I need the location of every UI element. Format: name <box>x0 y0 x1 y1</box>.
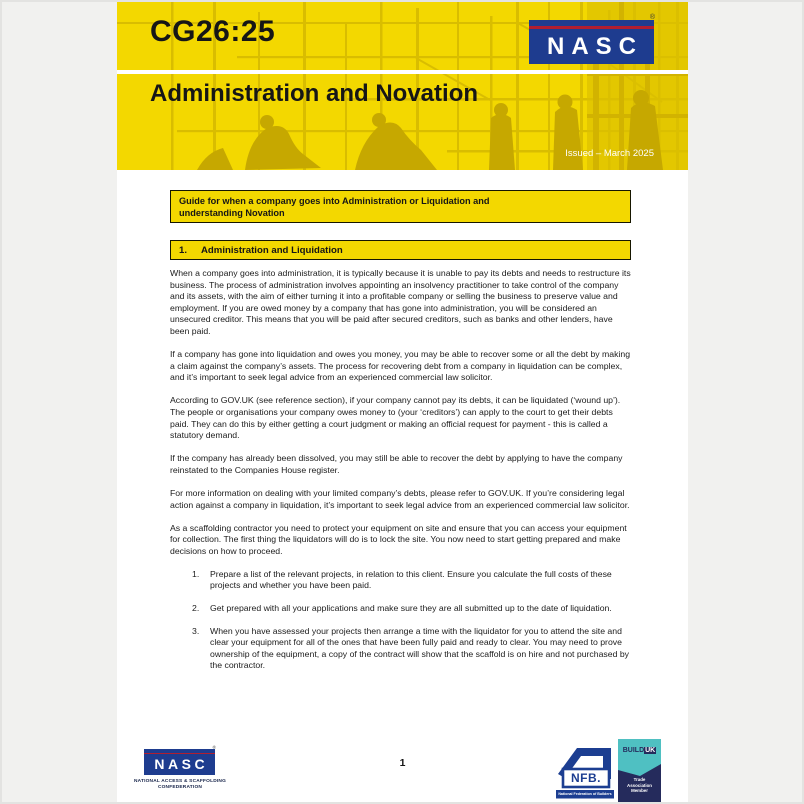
nasc-caption-line2: CONFEDERATION <box>157 785 203 790</box>
builduk-logo-text <box>618 747 661 754</box>
page-number: 1 <box>399 757 406 769</box>
nasc-logo-caption <box>130 779 230 791</box>
issue-date: Issued – March 2025 <box>565 148 654 159</box>
list-item-number: 2. <box>192 603 200 614</box>
nasc-logo-text: NASC <box>546 33 643 60</box>
nasc-logo-header <box>529 14 655 64</box>
nasc-caption-line1: NATIONAL ACCESS & SCAFFOLDING <box>133 779 227 784</box>
builduk-logo <box>618 739 661 802</box>
header-divider-line <box>117 70 688 74</box>
nasc-logo-red-stripe <box>529 26 654 29</box>
list-item-text: Get prepared with all your applications and make sure they are all submitted up to the date of liquidation. <box>210 603 612 614</box>
intro-box-line2: understanding Novation <box>179 208 285 218</box>
list-item <box>170 603 634 615</box>
builduk-word-build: BUILD <box>622 747 645 754</box>
paragraph: If the company has already been dissolved, you may still be able to recover the debt by applying to have the company reinstated to the Companies House register. <box>170 453 623 475</box>
paragraph: As a scaffolding contractor you need to protect your equipment on site and ensure that you can access your equipment for collection. The first thing the liquidators will do is to lock the site. You now need to start getting prepared and make decisions on how to proceed. <box>170 522 627 556</box>
paragraph: If a company has gone into liquidation and owes you money, you may be able to recover some or all the debt by making a claim against the company’s assets. The process for recovering debt from a company in liquidation can be complex, and it’s important to seek legal advice from an experienced commercial law solicitor. <box>170 349 631 383</box>
nasc-logo-text: NASC <box>154 756 209 772</box>
body-text <box>170 268 634 683</box>
intro-box-line1: Guide for when a company goes into Administration or Liquidation and <box>179 196 490 206</box>
nasc-logo-red-stripe <box>144 753 215 755</box>
builduk-word-uk: UK <box>645 747 656 754</box>
registered-trademark-icon: ® <box>649 14 655 21</box>
list-item <box>170 569 634 592</box>
section-heading-box <box>170 240 631 260</box>
registered-trademark-icon: ® <box>212 745 216 750</box>
paragraph: When a company goes into administration, it is typically because it is unable to pay its debts and needs to restructure its business. The process of administration involves appointing an insolvency practitioner to take control of the company and its assets, with the aim of either turning it into a profitable company or selling the business to preserve value and employment. If you are owed money by a company that has gone into administration, you will be considered an unsecured creditor. This means that you will be paid after secured creditors, such as banks and other lenders, have been paid. <box>170 268 631 336</box>
nfb-logo-caption: National Federation of Builders <box>558 791 612 796</box>
paragraph: For more information on dealing with your limited company’s debts, please refer to GOV.UK. If you’re considering legal action against a company in liquidation, it’s important to seek legal advice from an experienced commercial law solicitor. <box>170 487 630 510</box>
section-number: 1. <box>179 244 188 256</box>
intro-highlight-box <box>170 190 631 223</box>
document-title: Administration and Novation <box>150 80 479 107</box>
section-title: Administration and Liquidation <box>201 244 343 256</box>
list-item-number: 3. <box>192 625 200 636</box>
nasc-logo-footer <box>144 745 216 775</box>
list-item-text: Prepare a list of the relevant projects, in relation to this client. Ensure you calculate the full costs of these projects and whether you have been paid. <box>210 568 612 591</box>
document-page <box>117 2 688 802</box>
nfb-logo-text: NFB. <box>571 771 601 785</box>
numbered-list <box>170 569 634 672</box>
paragraph: According to GOV.UK (see reference section), if your company cannot pay its debts, it can be liquidated (‘wound up’). The people or organisations your company owes money to (your ‘creditors’) can apply to the court to get their debts paid. They can do this by either getting a court judgment or making an official request for payment - this is called a statutory demand. <box>170 395 621 441</box>
list-item-number: 1. <box>192 568 200 579</box>
document-code: CG26:25 <box>150 15 276 48</box>
builduk-member-text: Trade Association Member <box>627 777 652 794</box>
list-item-text: When you have assessed your projects then arrange a time with the liquidator for you to attend the site and clear your equipment for all of the ones that have been fully paid and ready to clear. You may need to prove ownership of the equipment, a copy of the contract will show that the scaffold is on hire and not purchased by the contractor. <box>210 625 630 671</box>
nfb-logo <box>552 743 616 800</box>
header-banner <box>117 2 688 170</box>
list-item <box>170 626 634 672</box>
